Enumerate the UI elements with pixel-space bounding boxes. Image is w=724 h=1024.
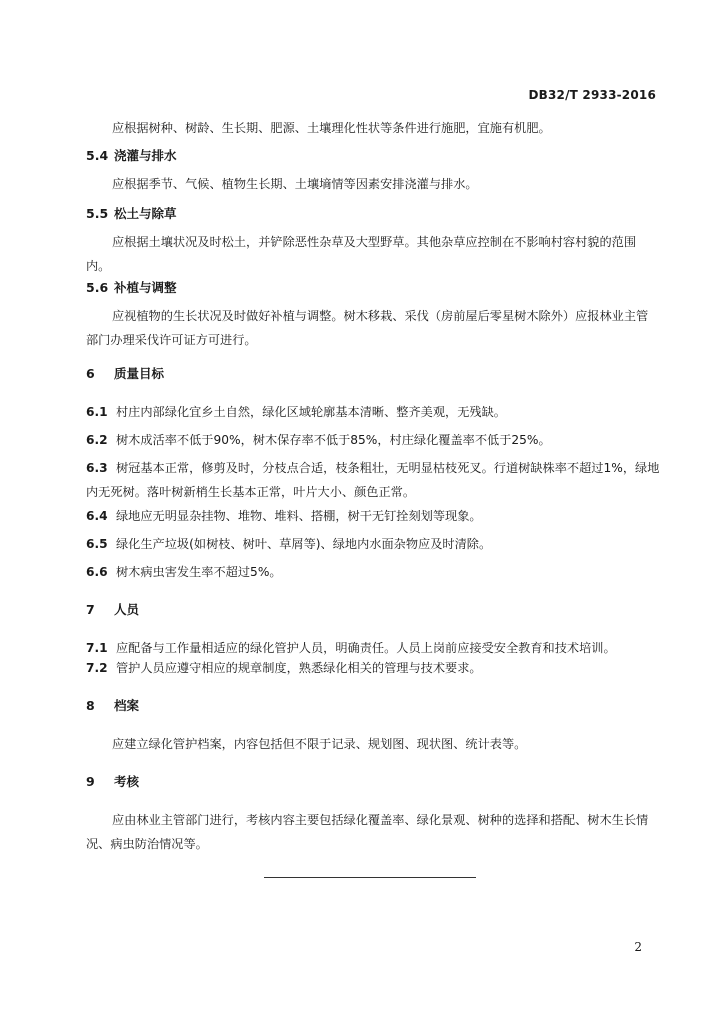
clause-number: 6.4 (86, 509, 108, 523)
clause-number: 6.5 (86, 537, 108, 551)
section-title: 人员 (114, 602, 140, 617)
section-5-5-text: 应根据土壤状况及时松土，并铲除恶性杂草及大型野草。其他杂草应控制在不影响村容村貌的范围内。 (86, 235, 637, 273)
document-code: DB32/T 2933-2016 (528, 88, 656, 102)
section-5-4-text: 应根据季节、气候、植物生长期、土壤墒情等因素安排浇灌与排水。 (112, 177, 478, 191)
clause-6-4 (86, 504, 660, 528)
clause-6-3 (86, 456, 660, 504)
clause-text: 树冠基本正常，修剪及时，分枝点合适，枝条粗壮，无明显枯枝死叉。行道树缺株率不超过1%，绿地内无死树。落叶树新梢生长基本正常，叶片大小、颜色正常。 (86, 461, 660, 499)
section-title: 考核 (114, 774, 140, 789)
section-number: 6 (86, 366, 95, 381)
section-9-heading (86, 770, 660, 794)
section-8-heading (86, 694, 660, 718)
section-number: 9 (86, 774, 95, 789)
section-5-6-text: 应视植物的生长状况及时做好补植与调整。树木移栽、采伐（房前屋后零星树木除外）应报林业主管部门办理采伐许可证方可进行。 (86, 309, 649, 347)
section-9-text: 应由林业主管部门进行，考核内容主要包括绿化覆盖率、绿化景观、树种的选择和搭配、树木生长情况、病虫防治情况等。 (86, 813, 649, 851)
section-7-heading (86, 598, 660, 622)
section-6-heading (86, 362, 660, 386)
section-title: 浇灌与排水 (114, 148, 177, 163)
clause-text: 应配备与工作量相适应的绿化管护人员，明确责任。人员上岗前应接受安全教育和技术培训。 (116, 641, 616, 655)
clause-number: 7.1 (86, 641, 108, 655)
section-5-4-heading (86, 144, 660, 168)
section-title: 松土与除草 (114, 206, 177, 221)
clause-number: 6.2 (86, 433, 108, 447)
section-number: 5.4 (86, 148, 109, 163)
section-title: 质量目标 (114, 366, 165, 381)
section-8-text: 应建立绿化管护档案，内容包括但不限于记录、规划图、现状图、统计表等。 (112, 737, 527, 751)
page-number: 2 (634, 940, 642, 954)
clause-number: 6.6 (86, 565, 108, 579)
clause-number: 7.2 (86, 661, 108, 675)
clause-6-5 (86, 532, 660, 556)
clause-text: 绿地应无明显杂挂物、堆物、堆料、搭棚，树干无钉拴刻划等现象。 (116, 509, 482, 523)
clause-text: 树木病虫害发生率不超过5%。 (116, 565, 282, 579)
clause-6-6 (86, 560, 660, 584)
clause-number: 6.3 (86, 461, 108, 475)
end-of-document-rule (264, 877, 476, 878)
section-number: 5.5 (86, 206, 109, 221)
section-5-6-heading (86, 276, 660, 300)
clause-text: 树木成活率不低于90%，树木保存率不低于85%，村庄绿化覆盖率不低于25%。 (116, 433, 551, 447)
clause-text: 村庄内部绿化宜乡土自然，绿化区域轮廓基本清晰、整齐美观，无残缺。 (116, 405, 506, 419)
clause-text: 绿化生产垃圾(如树枝、树叶、草屑等)、绿地内水面杂物应及时清除。 (116, 537, 492, 551)
section-5-5-heading (86, 202, 660, 226)
clause-6-1 (86, 400, 660, 424)
section-number: 5.6 (86, 280, 109, 295)
section-number: 8 (86, 698, 95, 713)
clause-text: 管护人员应遵守相应的规章制度，熟悉绿化相关的管理与技术要求。 (116, 661, 482, 675)
clause-7-2 (86, 656, 660, 680)
clause-6-2 (86, 428, 660, 452)
section-title: 补植与调整 (114, 280, 177, 295)
section-number: 7 (86, 602, 95, 617)
fertilization-paragraph: 应根据树种、树龄、生长期、肥源、土壤理化性状等条件进行施肥，宜施有机肥。 (112, 121, 551, 135)
clause-number: 6.1 (86, 405, 108, 419)
section-title: 档案 (114, 698, 140, 713)
